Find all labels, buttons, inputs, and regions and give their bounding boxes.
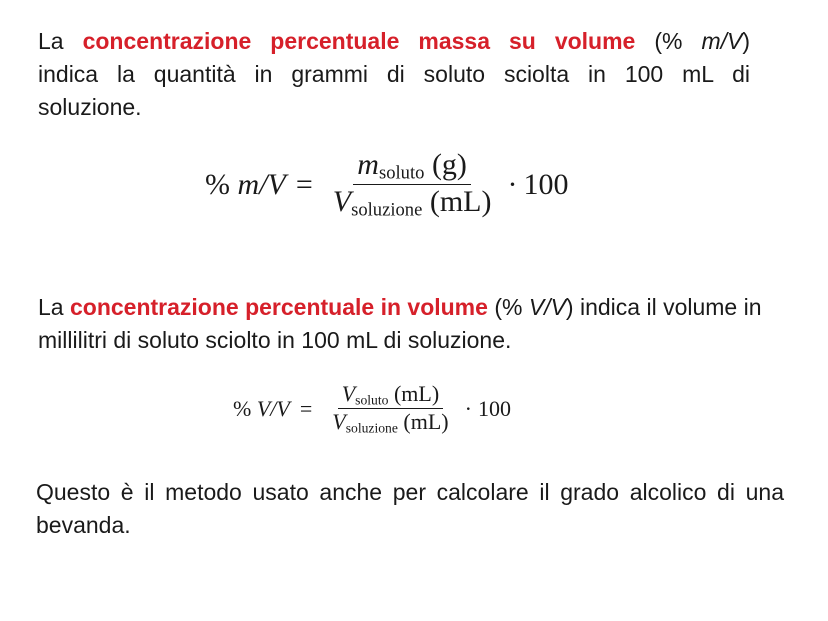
f2-den-var: V (332, 409, 346, 435)
f1-denominator (329, 185, 496, 221)
f1-fraction (329, 148, 496, 221)
paragraph-volume-volume (38, 291, 798, 357)
f1-factor: 100 (523, 167, 569, 201)
f2-times: · (464, 395, 472, 421)
p2-rest: indica il volume in millilitri di soluto sciolto in 100 mL di soluzione. (38, 294, 762, 353)
f1-times: · (507, 167, 518, 201)
f2-equals: = (299, 395, 313, 421)
f1-lhs-prefix: % (205, 167, 230, 201)
p2-close: ) (565, 294, 574, 320)
f2-denominator (328, 409, 452, 436)
p1-term: concentrazione percentuale massa su volume (82, 28, 636, 54)
f2-fraction (328, 381, 452, 436)
f2-numerator (338, 381, 443, 409)
f2-num-unit: (mL) (393, 381, 440, 406)
f1-lhs-var: m/V (237, 167, 286, 201)
f2-lhs-var: V/V (256, 395, 290, 421)
f2-den-unit: (mL) (403, 409, 449, 435)
f1-num-unit: (g) (431, 148, 467, 181)
formula-volume-volume (233, 381, 511, 436)
p2-open: (% (494, 294, 523, 320)
paragraph-alcohol-note: Questo è il metodo usato anche per calcolare il grado alcolico di una bevanda. (36, 479, 784, 538)
p2-term: concentrazione percentuale in volume (69, 294, 488, 320)
paragraph-mass-volume (38, 25, 750, 124)
p2-symbol: V/V (528, 294, 566, 320)
f1-num-var: m (357, 148, 379, 181)
f1-den-sub: soluzione (351, 199, 423, 221)
f2-lhs-prefix: % (233, 395, 252, 421)
f1-num-sub: soluto (378, 162, 425, 184)
p1-close: ) (742, 28, 751, 54)
p1-symbol: m/V (701, 28, 743, 54)
f2-factor: 100 (477, 395, 511, 421)
p2-lead: La (38, 294, 64, 320)
p1-open: (% (654, 28, 683, 54)
f2-den-sub: soluzione (345, 420, 398, 436)
f1-den-unit: (mL) (429, 185, 492, 219)
f2-num-var: V (341, 381, 356, 406)
f1-den-var: V (332, 185, 352, 219)
f2-num-sub: soluto (355, 392, 389, 408)
f1-numerator (353, 148, 471, 185)
f1-equals: = (295, 167, 313, 201)
p1-lead: La (38, 28, 64, 54)
p1-rest: indica la quantità in grammi di soluto sciolta in 100 mL di soluzione. (38, 61, 750, 120)
formula-mass-volume (205, 148, 568, 221)
